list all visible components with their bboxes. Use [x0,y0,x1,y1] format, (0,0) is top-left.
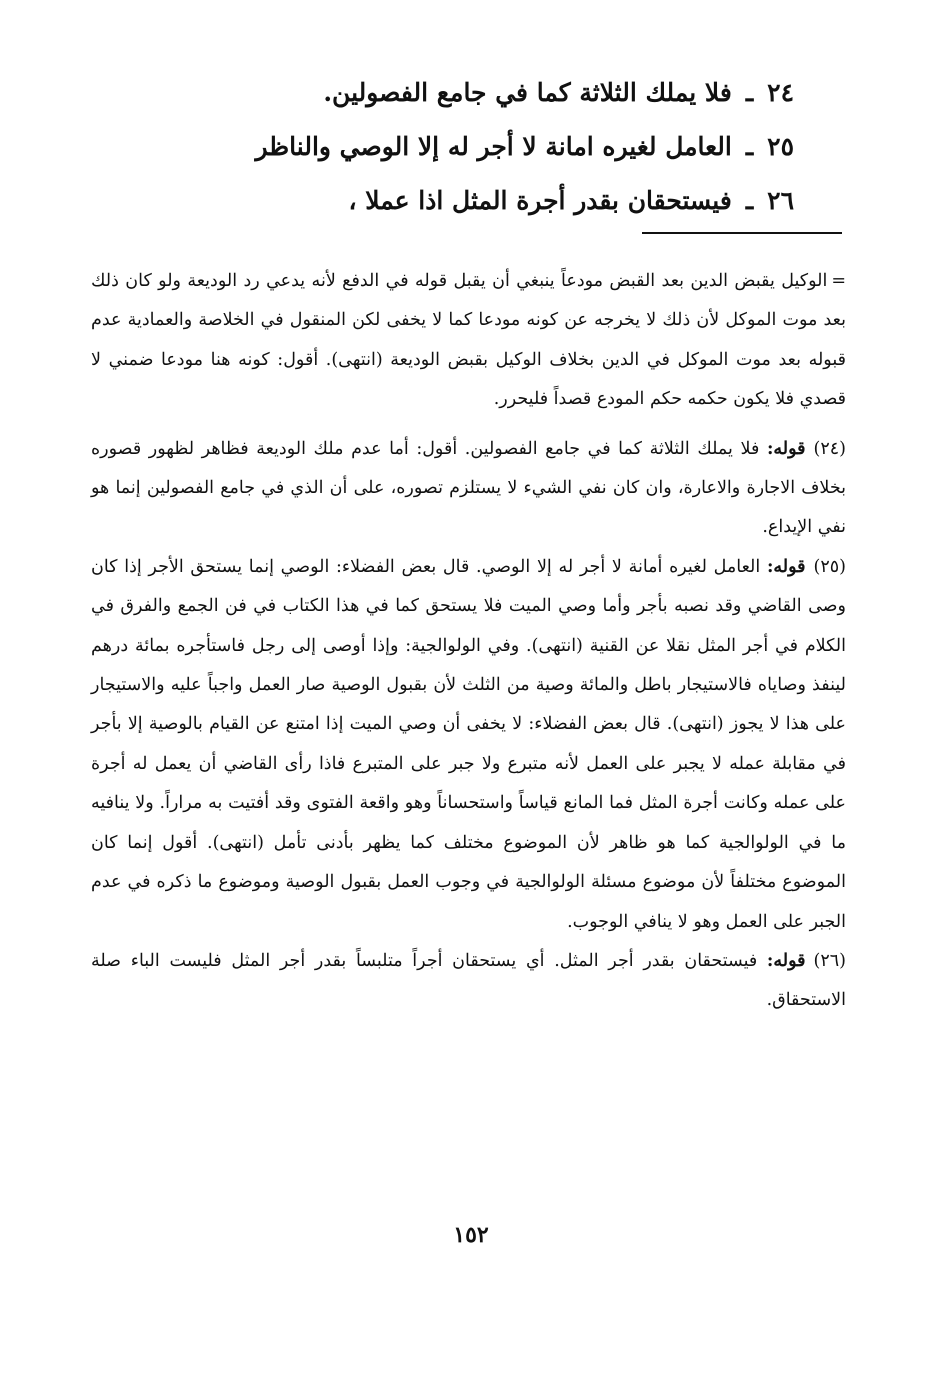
note-text: الوكيل يقبض الدين بعد القبض مودعاً ينبغي أن يقبل قوله في الدفع لأنه يدعي رد الوديعة ولو كان ذلك بعد موت الموكل لأن ذلك لا يخرجه عن كونه مودعا كما لا يخفى لكن المنقول في الخلاصة والعمادية عدم قبوله بعد موت الموكل في الدين بخلاف الوكيل بقبض الوديعة (انتهى). أقول: كونه هنا مودعا ضمني لا قصدي فلا يكون حكمه حكم المودع قصداً فليحرر. [91,271,846,410]
line-number: ٢٤ [767,78,794,107]
footnote-separator [642,232,842,234]
line-dash: ـ [745,132,754,161]
note-24 [91,430,846,548]
note-keyword: قوله: [766,950,806,971]
note-text: فلا يملك الثلاثة كما في جامع الفصولين. أقول: أما عدم ملك الوديعة فظاهر لظهور قصوره بخلاف الاجارة والاعارة، وان كان نفي الشيء لا يستلزم تصوره، على أن الذي في جامع الفصولين إنما هو نفي الإيداع. [91,438,846,538]
note-number: (٢٥) [813,556,846,577]
line-dash: ـ [745,186,754,215]
note-text: فيستحقان بقدر أجر المثل. أي يستحقان أجراً متلبساً بقدر أجر المثل فليست الباء صلة الاستحقاق. [91,950,846,1011]
note-text: العامل لغيره أمانة لا أجر له إلا الوصي. قال بعض الفضلاء: الوصي إنما يستحق الأجر إذا كان وصى القاضي وقد نصبه بأجر وأما وصي الميت فلا يستحق كما في هذا الكتاب في فن الجمع والفرق في الكلام في أجر المثل نقلا عن القنية (انتهى). وفي الولوالجية: وإذا أوصى إلى رجل فاستأجره بمائة درهم لينفذ وصاياه فالاستيجار باطل والمائة وصية من الثلث لأن بقبول الوصية صار العمل واجباً عليه والاستيجار على هذا لا يجوز (انتهى). قال بعض الفضلاء: لا يخفى أن وصي الميت إذا امتنع عن القيام بالوصية إلا بأجر في مقابلة عمله لا يجبر على العمل لأنه متبرع ولا جبر على المتبرع فاذا رأى القاضي أن يعمل له أجرة على عمله وكانت أجرة المثل فما المانع قياساً واستحساناً وهو واقعة الفتوى وقد أفتيت به مراراً. ولا ينافيه ما في الولوالجية كما هو ظاهر لأن الموضوع مختلف كما يظهر بأدنى تأمل (انتهى). أقول إنما كان الموضوع مختلفاً لأن موضوع مسئلة الولوالجية في وجوب العمل بقبول الوصية وموضوع ما ذكره في عدم الجبر على العمل وهو لا ينافي الوجوب. [91,556,846,932]
line-text: فلا يملك الثلاثة كما في جامع الفصولين. [323,78,732,107]
note-26 [91,942,846,1021]
note-number: (٢٦) [813,950,846,971]
line-number: ٢٦ [767,186,794,215]
main-line-24 [194,66,794,120]
note-keyword: قوله: [766,556,806,577]
note-keyword: قوله: [766,438,806,459]
continuation-note [91,262,846,420]
line-text: العامل لغيره امانة لا أجر له إلا الوصي والناظر [255,132,732,161]
main-text [194,66,794,228]
line-number: ٢٥ [767,132,794,161]
line-text: فيستحقان بقدر أجرة المثل اذا عملا ، [348,186,732,215]
note-number: (٢٤) [813,438,846,459]
line-dash: ـ [745,78,754,107]
main-line-26 [194,174,794,228]
continuation-mark: = [831,271,846,291]
main-line-25 [194,120,794,174]
commentary [91,262,846,1021]
page-number: ١٥٢ [453,1222,489,1248]
note-25 [91,548,846,942]
